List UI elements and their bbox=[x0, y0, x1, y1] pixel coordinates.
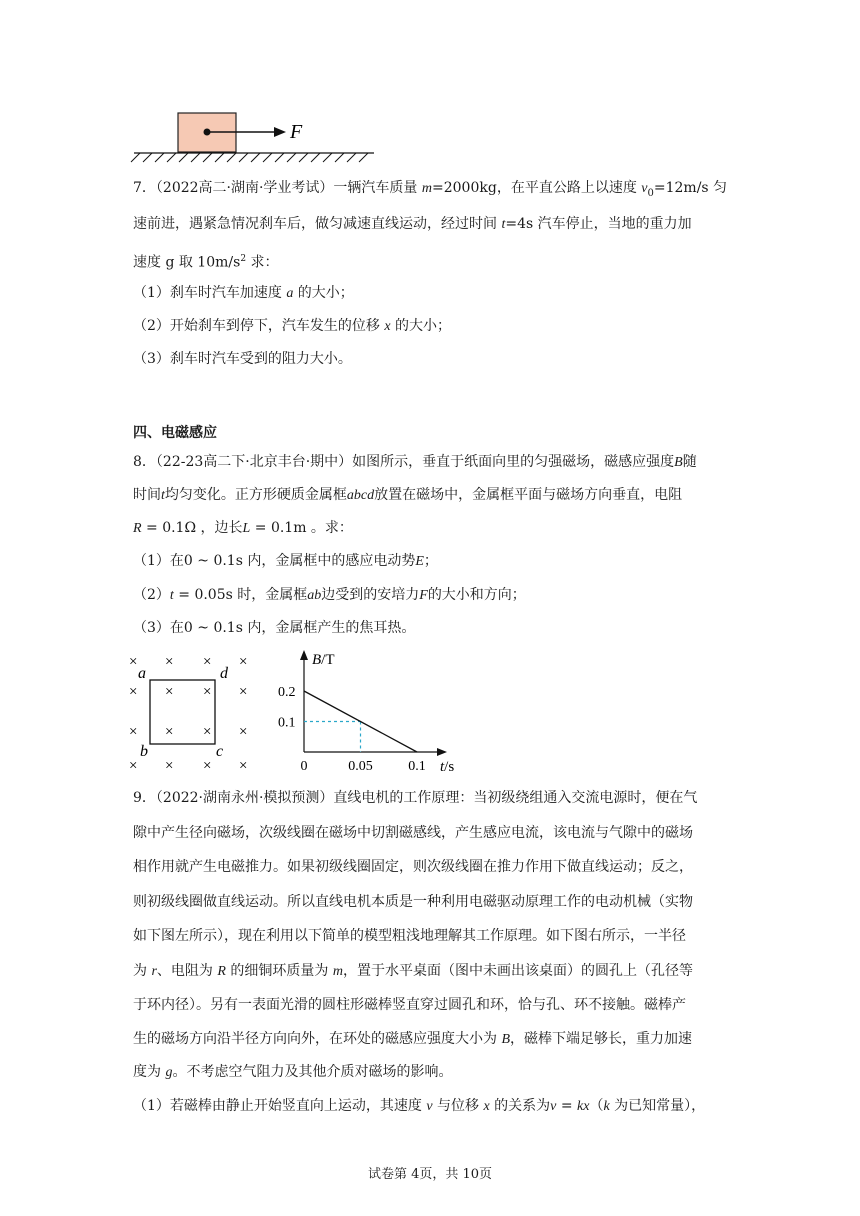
q7-line-1 bbox=[133, 178, 727, 204]
hatch-mark bbox=[155, 153, 164, 162]
q8-line-1 bbox=[133, 452, 697, 473]
field-cross: × bbox=[165, 684, 174, 700]
x-tick-label: 0 bbox=[300, 759, 308, 774]
q9-line-3: 相作用就产生电磁推力。如果初级线圈固定，则次级线圈在推力作用下做直线运动；反之， bbox=[133, 859, 693, 875]
var-L: L bbox=[242, 521, 251, 536]
q9-line-6 bbox=[133, 961, 693, 982]
var-x: x bbox=[583, 1099, 590, 1114]
hatch-mark bbox=[215, 153, 224, 162]
text: 与位移 bbox=[432, 1098, 484, 1114]
hatch-mark bbox=[227, 153, 236, 162]
field-cross: × bbox=[239, 654, 248, 670]
q8-sub-1 bbox=[133, 551, 438, 572]
y-axis-unit: /T bbox=[321, 652, 335, 668]
q8-line-2 bbox=[133, 485, 682, 506]
text: （2） bbox=[133, 587, 170, 603]
text: 边受到的安培力 bbox=[321, 587, 420, 603]
q9-line-10 bbox=[133, 1096, 705, 1117]
section-heading: 四、电磁感应 bbox=[133, 425, 217, 441]
text: 。不考虑空气阻力及其他介质对磁场的影响。 bbox=[172, 1064, 453, 1080]
field-cross: × bbox=[129, 758, 138, 774]
field-cross: × bbox=[239, 684, 248, 700]
q7-sub-1 bbox=[133, 283, 354, 304]
text: = 0.1Ω ，边长 bbox=[141, 520, 243, 536]
text: 随 bbox=[682, 454, 697, 470]
text: （1）若磁棒由静止开始竖直向上运动，其速度 bbox=[133, 1098, 427, 1114]
y-axis-label bbox=[312, 652, 335, 668]
var-t: t bbox=[161, 488, 165, 503]
hatch-mark bbox=[287, 153, 296, 162]
var-R: R bbox=[133, 521, 142, 536]
text: =12m/s 匀 bbox=[653, 180, 728, 196]
x-axis-label bbox=[440, 759, 454, 775]
series-line bbox=[304, 691, 417, 752]
text: （1）在0 ~ 0.1s 内，金属框中的感应电动势 bbox=[133, 553, 416, 569]
text: 均匀变化。正方形硬质金属框 bbox=[164, 487, 347, 503]
q8-sub-2 bbox=[133, 585, 526, 606]
var-abcd: abcd bbox=[346, 488, 375, 503]
var-t: t bbox=[501, 217, 506, 232]
q9-line-8 bbox=[133, 1029, 692, 1050]
y-tick-label: 0.2 bbox=[278, 685, 296, 700]
hatch-mark bbox=[323, 153, 332, 162]
var-ab: ab bbox=[307, 588, 322, 603]
x-axis-unit: /s bbox=[444, 759, 455, 775]
text: 的细铜环质量为 bbox=[225, 963, 333, 979]
text: = 0.05s 时，金属框 bbox=[173, 587, 308, 603]
hatch-mark bbox=[239, 153, 248, 162]
var-m: m bbox=[421, 181, 433, 196]
text: 8．（22-23高二下·北京丰台·期中）如图所示，垂直于纸面向里的匀强磁场，磁感应强度 bbox=[133, 454, 675, 470]
page-footer: 试卷第 4页，共 10页 bbox=[367, 1167, 493, 1182]
hatch-mark bbox=[167, 153, 176, 162]
hatch-mark bbox=[275, 153, 284, 162]
var-E: E bbox=[415, 554, 424, 569]
var-m: m bbox=[332, 964, 343, 979]
y-axis-arrow bbox=[300, 650, 308, 660]
magnetic-field-figure bbox=[124, 650, 259, 775]
text: （1）刹车时汽车加速度 bbox=[133, 285, 287, 301]
var-v: v bbox=[550, 1099, 557, 1114]
x-axis-arrow bbox=[437, 748, 447, 756]
q9-line-5: 如下图左所示），现在利用以下简单的模型粗浅地理解其工作原理。如下图右所示，一半径 bbox=[133, 928, 686, 944]
b-t-graph bbox=[270, 648, 470, 778]
hatch-mark bbox=[143, 153, 152, 162]
q8-line-3 bbox=[133, 518, 353, 539]
field-cross: × bbox=[129, 724, 138, 740]
y-axis-var: B bbox=[312, 652, 322, 668]
field-cross: × bbox=[165, 758, 174, 774]
hatch-mark bbox=[251, 153, 260, 162]
text: 7．（2022高二·湖南·学业考试）一辆汽车质量 bbox=[133, 180, 422, 196]
corner-a: a bbox=[138, 665, 146, 682]
q9-line-2: 隙中产生径向磁场，次级线圈在磁场中切割磁感线，产生感应电流，该电流与气隙中的磁场 bbox=[133, 825, 693, 841]
text: 为已知常量）， bbox=[609, 1098, 706, 1114]
field-cross: × bbox=[129, 654, 138, 670]
text: （3）在0 ~ 0.1s 内，金属框产生的焦耳热。 bbox=[133, 620, 416, 636]
var-x: x bbox=[483, 1099, 490, 1114]
text: 生的磁场方向沿半径方向向外，在环处的磁感应强度大小为 bbox=[133, 1031, 502, 1047]
text: 的大小； bbox=[390, 318, 452, 334]
field-cross: × bbox=[165, 724, 174, 740]
var-R: R bbox=[217, 964, 226, 979]
var-t: t bbox=[169, 588, 174, 603]
q9-line-4: 则初级线圈做直线运动。所以直线电机本质是一种利用电磁驱动原理工作的电动机械（实物 bbox=[133, 894, 693, 910]
field-cross: × bbox=[239, 758, 248, 774]
var-B: B bbox=[674, 455, 683, 470]
hatch-mark bbox=[359, 153, 368, 162]
q7-sub-2 bbox=[133, 316, 451, 337]
text: 速度 g 取 10m/s bbox=[133, 254, 241, 271]
text: ，磁棒下端足够长，重力加速 bbox=[510, 1031, 693, 1047]
block-force-figure bbox=[128, 108, 378, 164]
hatch-mark bbox=[347, 153, 356, 162]
hatch-mark bbox=[179, 153, 188, 162]
q7-line-3 bbox=[133, 249, 279, 273]
q9-line-1: 9．（2022·湖南永州·模拟预测）直线电机的工作原理：当初级绕组通入交流电源时，便在气 bbox=[133, 790, 698, 806]
q7-line-2 bbox=[133, 214, 692, 235]
text: 的关系为 bbox=[489, 1098, 551, 1114]
x-axis-var: t bbox=[440, 759, 445, 775]
ground-hatching bbox=[131, 153, 368, 162]
superscript: 2 bbox=[240, 254, 247, 264]
text: 的大小和方向； bbox=[427, 587, 526, 603]
var-g: g bbox=[165, 1065, 173, 1080]
x-tick-label: 0.05 bbox=[348, 759, 373, 774]
var-k: k bbox=[577, 1099, 584, 1114]
hatch-mark bbox=[299, 153, 308, 162]
y-tick-label: 0.1 bbox=[278, 715, 296, 731]
text: 、电阻为 bbox=[156, 963, 218, 979]
field-cross: × bbox=[203, 758, 212, 774]
field-cross: × bbox=[129, 684, 138, 700]
subscript: 0 bbox=[647, 187, 654, 199]
var-v0: v bbox=[641, 181, 648, 196]
var-F: F bbox=[419, 588, 428, 603]
q8-sub-3 bbox=[133, 618, 415, 638]
hatch-mark bbox=[191, 153, 200, 162]
q7-sub-3 bbox=[133, 349, 352, 369]
text: =2000kg，在平直公路上以速度 bbox=[432, 180, 642, 196]
hatch-mark bbox=[263, 153, 272, 162]
text: 为 bbox=[133, 963, 152, 979]
corner-b: b bbox=[140, 743, 148, 760]
q9-line-7: 于环内径）。另有一表面光滑的圆柱形磁棒竖直穿过圆孔和环，恰与孔、环不接触。磁棒产 bbox=[133, 997, 686, 1013]
text: 求： bbox=[246, 254, 279, 271]
text: （3）刹车时汽车受到的阻力大小。 bbox=[133, 351, 352, 367]
field-cross: × bbox=[203, 684, 212, 700]
text: 的大小； bbox=[293, 285, 354, 301]
hatch-mark bbox=[311, 153, 320, 162]
var-k: k bbox=[603, 1099, 610, 1114]
chart-marks bbox=[278, 685, 426, 774]
text: = bbox=[556, 1098, 578, 1114]
text: =4s 汽车停止，当地的重力加 bbox=[505, 216, 692, 232]
var-a: a bbox=[286, 286, 294, 301]
text: ，置于水平桌面（图中未画出该桌面）的圆孔上（孔径等 bbox=[342, 963, 693, 979]
x-tick-label: 0.1 bbox=[408, 759, 426, 774]
text: 度为 bbox=[133, 1064, 166, 1080]
center-dot bbox=[204, 129, 211, 136]
var-r: r bbox=[151, 964, 157, 979]
text: （2）开始刹车到停下，汽车发生的位移 bbox=[133, 318, 385, 334]
text: ； bbox=[423, 553, 438, 569]
var-B: B bbox=[501, 1032, 511, 1047]
force-arrow-head bbox=[274, 127, 286, 137]
field-cross: × bbox=[203, 654, 212, 670]
hatch-mark bbox=[131, 153, 140, 162]
field-cross: × bbox=[239, 724, 248, 740]
text: = 0.1m 。求： bbox=[250, 520, 353, 536]
force-label: F bbox=[290, 121, 303, 143]
text: （ bbox=[589, 1098, 604, 1114]
var-v: v bbox=[426, 1099, 433, 1114]
hatch-mark bbox=[203, 153, 212, 162]
field-cross: × bbox=[165, 654, 174, 670]
hatch-mark bbox=[335, 153, 344, 162]
var-x: x bbox=[384, 319, 391, 334]
field-cross: × bbox=[203, 724, 212, 740]
text: 速前进，遇紧急情况刹车后，做匀减速直线运动，经过时间 bbox=[133, 216, 502, 232]
corner-d: d bbox=[220, 665, 228, 682]
text: 放置在磁场中，金属框平面与磁场方向垂直，电阻 bbox=[374, 487, 683, 503]
corner-c: c bbox=[216, 743, 224, 760]
text: 时间 bbox=[133, 487, 161, 503]
q9-line-9 bbox=[133, 1062, 452, 1083]
